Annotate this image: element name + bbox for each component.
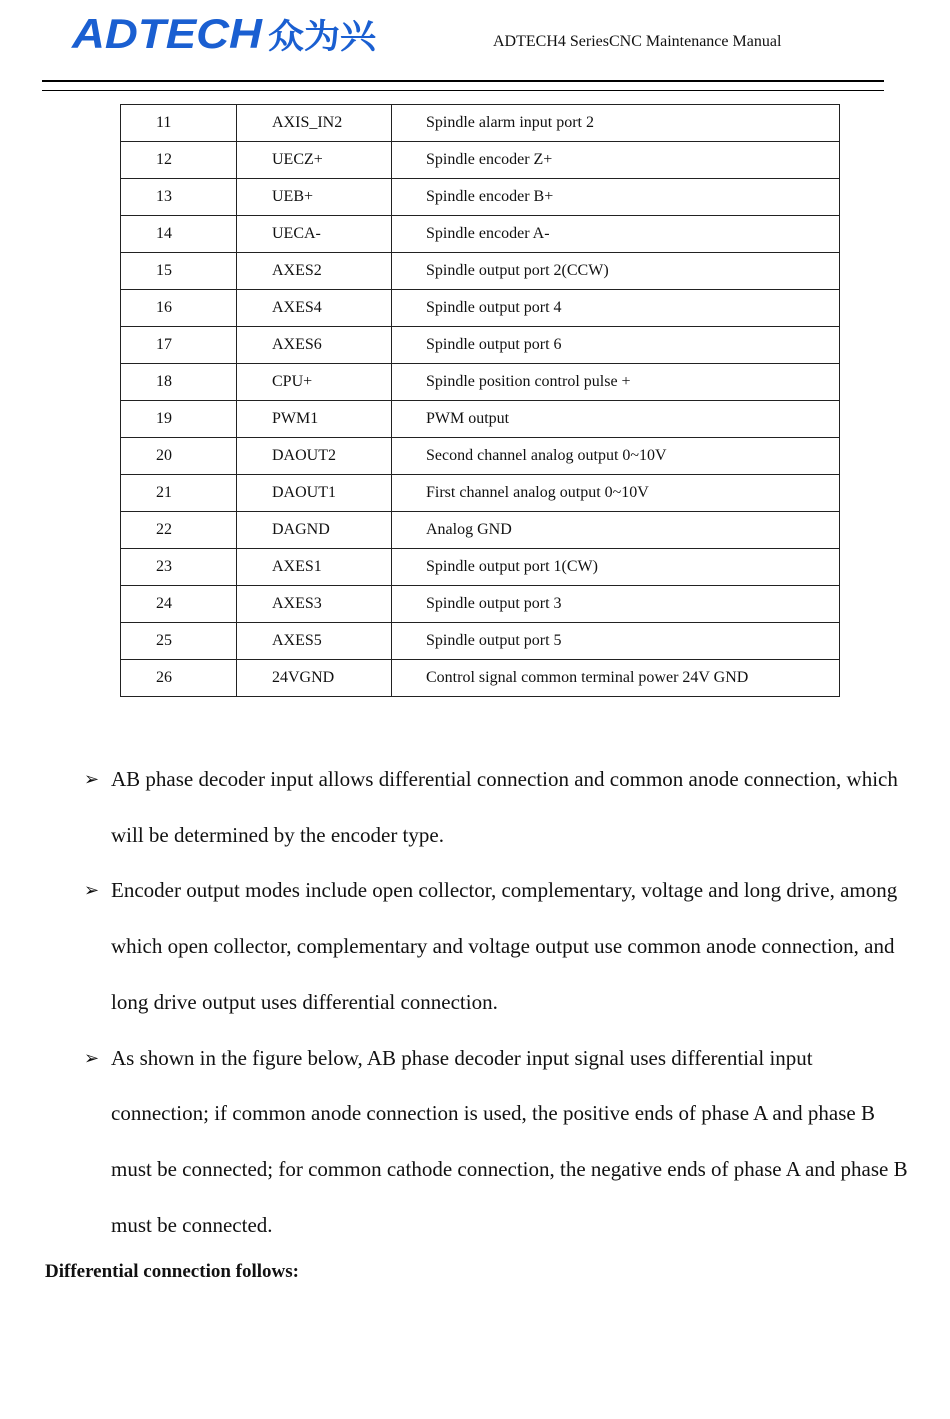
table-row [121,327,840,364]
signal-name-cell: CPU+ [237,364,392,401]
table-row [121,142,840,179]
signal-name-cell: AXES1 [237,549,392,586]
signal-name-cell: AXES4 [237,290,392,327]
table-row [121,438,840,475]
pin-assignment-table [120,104,840,697]
signal-name-cell: DAGND [237,512,392,549]
pin-number-cell: 24 [121,586,237,623]
signal-name-cell: DAOUT1 [237,475,392,512]
description-cell: Spindle encoder Z+ [392,142,840,179]
description-cell: Second channel analog output 0~10V [392,438,840,475]
table-row [121,623,840,660]
adtech-logo [70,14,380,54]
table-row [121,549,840,586]
signal-name-cell: PWM1 [237,401,392,438]
header-divider-thin [42,90,884,91]
logo-wordmark: ADTECH [70,14,264,54]
description-cell: First channel analog output 0~10V [392,475,840,512]
pin-number-cell: 13 [121,179,237,216]
description-cell: Control signal common terminal power 24V GND [392,660,840,697]
pin-number-cell: 12 [121,142,237,179]
description-cell: Spindle output port 4 [392,290,840,327]
bullet-text: As shown in the figure below, AB phase decoder input signal uses differential input connection; if common anode connection is used, the positive ends of phase A and phase B must be connected; for common cathode connection, the negative ends of phase A and phase B must be connected. [111,1045,908,1237]
signal-name-cell: AXES6 [237,327,392,364]
pin-number-cell: 17 [121,327,237,364]
pin-number-cell: 15 [121,253,237,290]
table-row [121,475,840,512]
pin-table-body [121,105,840,697]
signal-name-cell: AXES2 [237,253,392,290]
description-cell: Spindle encoder B+ [392,179,840,216]
signal-name-cell: UECA- [237,216,392,253]
description-cell: Spindle output port 3 [392,586,840,623]
notes-list [0,752,950,1253]
signal-name-cell: DAOUT2 [237,438,392,475]
header-divider-thick [42,80,884,82]
description-cell: Spindle output port 2(CCW) [392,253,840,290]
description-cell: PWM output [392,401,840,438]
logo-cjk-wordmark: 众为兴 [268,17,378,54]
table-row [121,364,840,401]
signal-name-cell: 24VGND [237,660,392,697]
signal-name-cell: AXES3 [237,586,392,623]
description-cell: Spindle encoder A- [392,216,840,253]
document-title: ADTECH4 SeriesCNC Maintenance Manual [493,33,782,50]
section-heading: Differential connection follows: [45,1261,299,1282]
description-cell: Spindle output port 1(CW) [392,549,840,586]
bullet-arrow-icon: ➢ [84,880,100,902]
bullet-arrow-icon: ➢ [84,769,100,790]
table-row [121,586,840,623]
signal-name-cell: AXES5 [237,623,392,660]
table-row [121,290,840,327]
pin-number-cell: 18 [121,364,237,401]
adtech-logo-graphic [70,14,380,54]
table-row [121,179,840,216]
pin-number-cell: 26 [121,660,237,697]
pin-number-cell: 23 [121,549,237,586]
signal-name-cell: UEB+ [237,179,392,216]
description-cell: Spindle alarm input port 2 [392,105,840,142]
pin-number-cell: 19 [121,401,237,438]
table-row [121,660,840,697]
table-row [121,512,840,549]
bullet-text: Encoder output modes include open collector, complementary, voltage and long drive, among which open collector, complementary and voltage output use common anode connection, and long drive output uses differential connection. [111,878,898,1014]
pin-number-cell: 21 [121,475,237,512]
description-cell: Analog GND [392,512,840,549]
bullet-arrow-icon: ➢ [84,1047,100,1069]
pin-number-cell: 14 [121,216,237,253]
table-row [121,216,840,253]
pin-number-cell: 25 [121,623,237,660]
pin-number-cell: 22 [121,512,237,549]
bullet-paragraph [0,863,950,1030]
table-row [121,401,840,438]
pin-number-cell: 11 [121,105,237,142]
bullet-text: AB phase decoder input allows differential connection and common anode connection, which will be determined by the encoder type. [111,767,898,847]
description-cell: Spindle output port 6 [392,327,840,364]
bullet-paragraph [0,752,950,863]
bullet-paragraph [0,1031,950,1254]
table-row [121,105,840,142]
description-cell: Spindle position control pulse + [392,364,840,401]
page-header [0,0,950,100]
pin-number-cell: 16 [121,290,237,327]
signal-name-cell: UECZ+ [237,142,392,179]
pin-number-cell: 20 [121,438,237,475]
signal-name-cell: AXIS_IN2 [237,105,392,142]
table-row [121,253,840,290]
description-cell: Spindle output port 5 [392,623,840,660]
